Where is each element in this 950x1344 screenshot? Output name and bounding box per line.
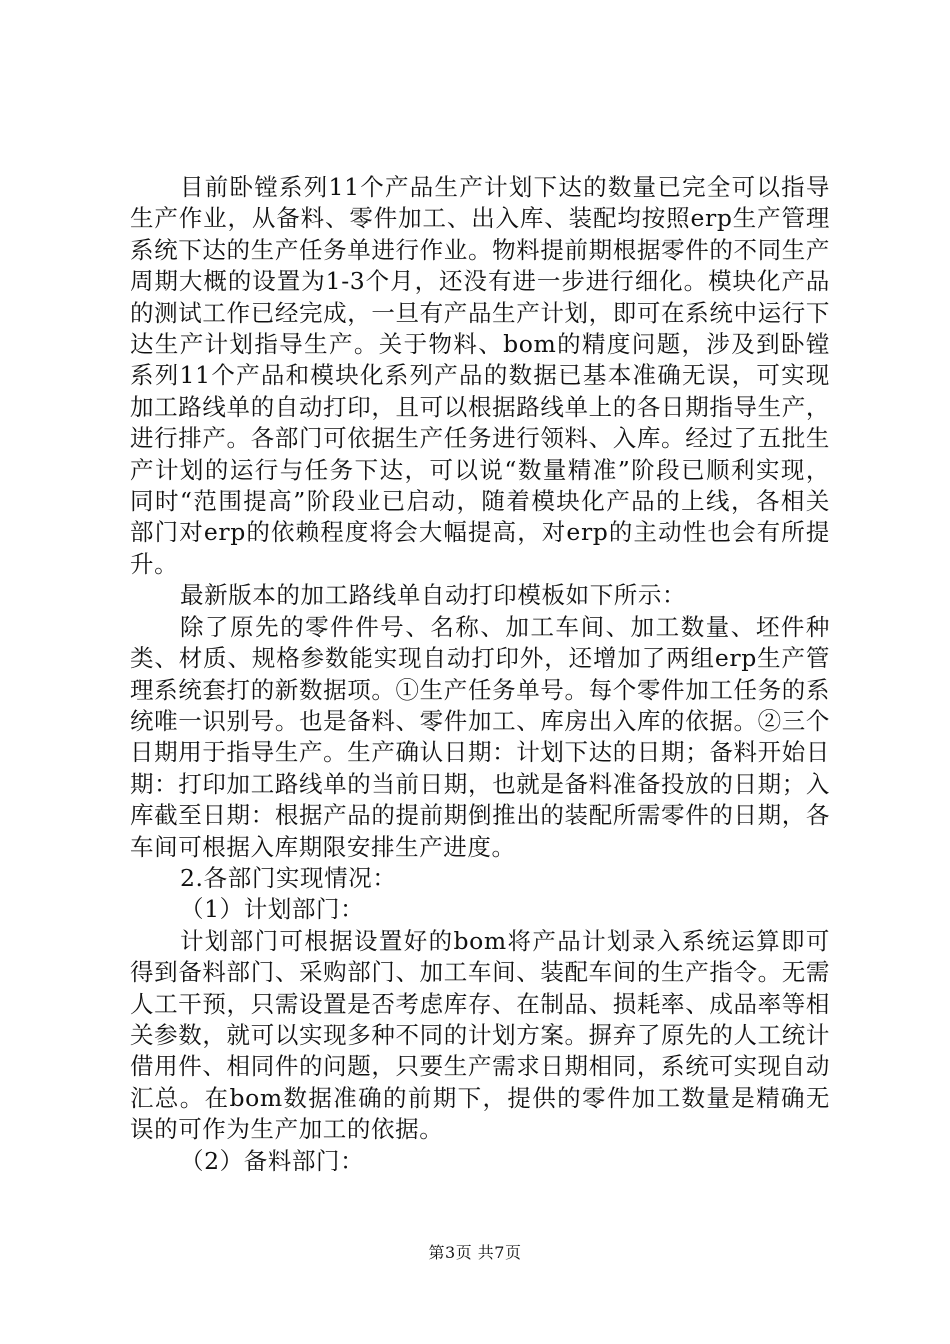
paragraph-template-intro: 最新版本的加工路线单自动打印模板如下所示： xyxy=(180,581,687,610)
paragraph-template-details: 除了原先的零件件号、名称、加工车间、加工数量、坯件种类、材质、规格参数能实现自动打印外，还增加了两组erp生产管理系统套打的新数据项。①生产任务单号。每个零件加工任务的系统唯一识别号。也是备料、零件加工、库房出入库的依据。②三个日期用于指导生产。生产确认日期：计划下达的日期；备料开始日期：打印加工路线单的当前日期，也就是备料准备投放的日期；入库截至日期：根据产品的提前期倒推出的装配所需零件的日期，各车间可根据入库期限安排生产进度。 xyxy=(130,612,830,861)
page-footer: 第3页 共7页 xyxy=(428,1243,522,1262)
paragraph-planning-department: 计划部门可根据设置好的bom将产品计划录入系统运算即可得到备料部门、采购部门、加工车间、装配车间的生产指令。无需人工干预，只需设置是否考虑库存、在制品、损耗率、成品率等相关参数，就可以实现多种不同的计划方案。摒弃了原先的人工统计借用件、相同件的问题，只要生产需求日期相同，系统可实现自动汇总。在bom数据准确的前期下，提供的零件加工数量是精确无误的可作为生产加工的依据。 xyxy=(130,926,830,1144)
section-heading-departments: 2.各部门实现情况： xyxy=(180,863,397,892)
subsection-heading-planning: （1）计划部门： xyxy=(180,895,365,924)
paragraph-progress-summary: 目前卧镗系列11个产品生产计划下达的数量已完全可以指导生产作业，从备料、零件加工、出入库、装配均按照erp生产管理系统下达的生产任务单进行作业。物料提前期根据零件的不同生产周期大概的设置为1-3个月，还没有进一步进行细化。模块化产品的测试工作已经完成，一旦有产品生产计划，即可在系统中运行下达生产计划指导生产。关于物料、bom的精度问题，涉及到卧镗系列11个产品和模块化系列产品的数据已基本准确无误，可实现加工路线单的自动打印，且可以根据路线单上的各日期指导生产，进行排产。各部门可依据生产任务进行领料、入库。经过了五批生产计划的运行与任务下达，可以说“数量精准”阶段已顺利实现，同时“范围提高”阶段业已启动，随着模块化产品的上线，各相关部门对erp的依赖程度将会大幅提高，对erp的主动性也会有所提升。 xyxy=(130,173,830,578)
document-body xyxy=(130,172,830,1177)
subsection-heading-materials: （2）备料部门： xyxy=(180,1146,365,1175)
